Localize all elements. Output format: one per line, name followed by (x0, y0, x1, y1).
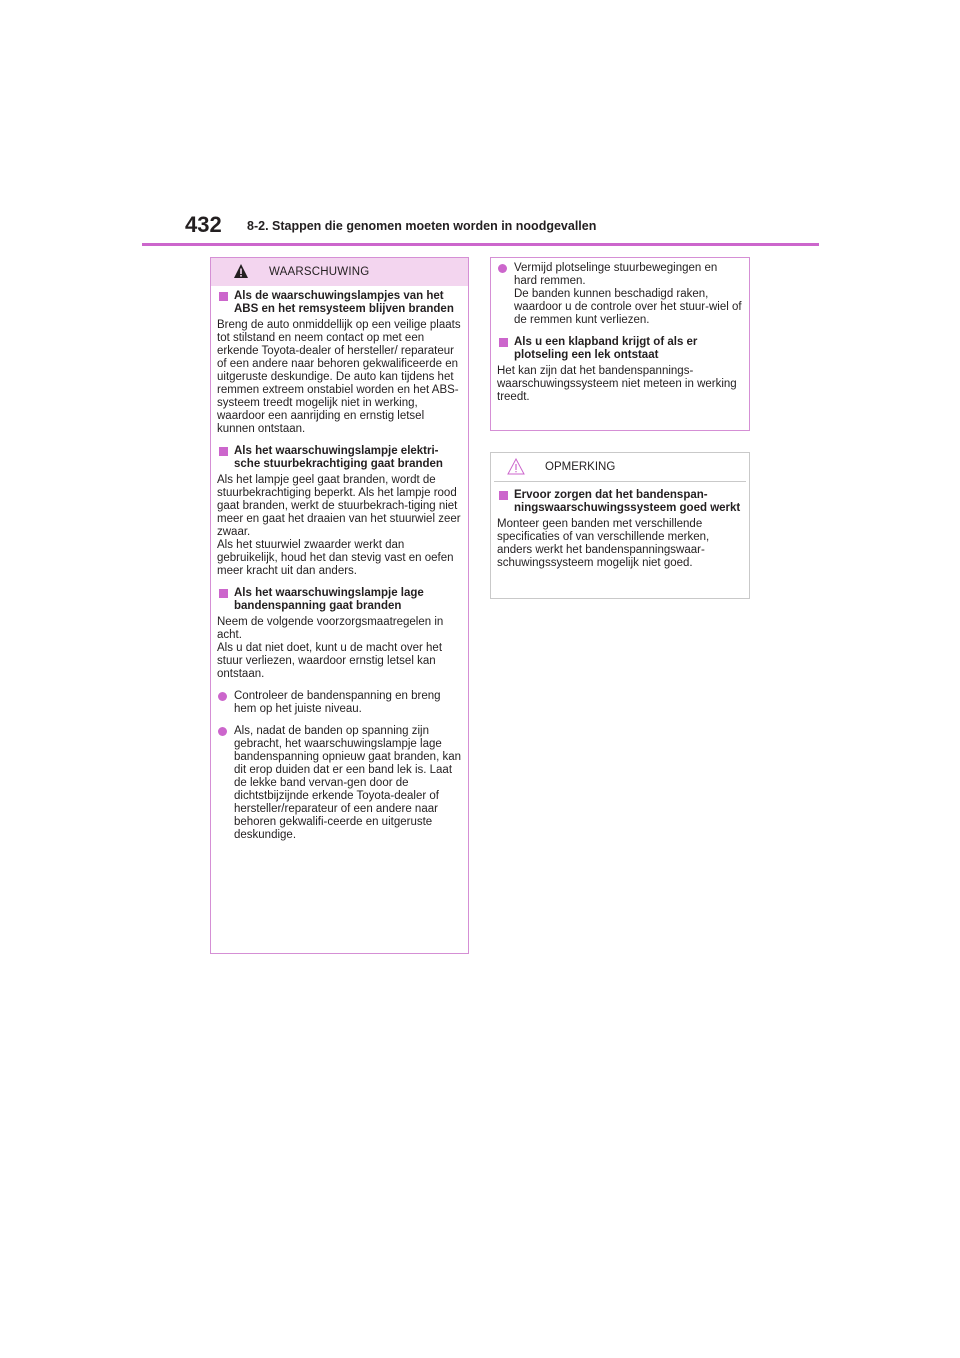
item-title: Ervoor zorgen dat het bandenspan-ningswaarschuwingssysteem goed werkt (514, 489, 741, 514)
square-bullet-icon (219, 447, 228, 456)
circle-bullet-icon (218, 727, 227, 736)
circle-bullet-icon (218, 692, 227, 701)
note-box (490, 452, 750, 599)
bullet-item (217, 690, 462, 716)
item-title: Als het waarschuwingslampje lage bandenspanning gaat branden (234, 587, 424, 612)
caution-triangle-icon (507, 458, 525, 475)
item-text: Als het lampje geel gaat branden, wordt de stuurbekrachtiging beperkt. Als het lampje rood gaat branden, werkt de stuurbekrach-tiging niet meer en gaat het draaien van het stuurwiel zeer zwaar. Als het stuurwiel zwaarder werkt dan gebruikelijk, houd het dan stevig vast en oefen meer kracht uit dan anders. (217, 474, 461, 577)
bullet-item (217, 725, 462, 842)
bullet-text: Controleer de bandenspanning en breng hem op het juiste niveau. (234, 690, 441, 715)
item-text: Monteer geen banden met verschillende specificaties of van verschillende merken, anders werkt het bandenspanningswaar-schuwingssysteem mogelijk niet goed. (497, 518, 710, 569)
warning-box-continued (490, 257, 750, 431)
item-title: Als u een klapband krijgt of als er plotseling een lek ontstaat (514, 336, 698, 361)
square-bullet-icon (219, 292, 228, 301)
header-divider (142, 243, 819, 246)
bullet-text: Als, nadat de banden op spanning zijn gebracht, het waarschuwingslampje lage bandenspanning opnieuw gaat branden, kan dit erop duiden dat er een band lek is. Laat de lekke band vervan-gen door de dichtstbijzijnde erkende Toyota-dealer of hersteller/reparateur of een andere naar behoren gekwalifi-ceerde en uitgeruste deskundige. (234, 725, 461, 841)
item-title: Als de waarschuwingslampjes van het ABS en het remsysteem blijven branden (234, 290, 454, 315)
item-title: Als het waarschuwingslampje elektri-sche stuurbekrachtiging gaat branden (234, 445, 443, 470)
page-number: 432 (185, 212, 222, 237)
warning-item-abs (217, 290, 462, 436)
warning-label: WAARSCHUWING (269, 266, 370, 278)
note-header (494, 453, 746, 482)
warning-header (211, 258, 468, 286)
warning-box (210, 257, 469, 954)
square-bullet-icon (499, 491, 508, 500)
bullet-text: Vermijd plotselinge stuurbewegingen en hard remmen. De banden kunnen beschadigd raken, waardoor u de controle over het stuur-wiel of de remmen kunt verliezen. (514, 262, 742, 326)
warning-triangle-icon (233, 263, 249, 279)
note-item (497, 489, 743, 570)
square-bullet-icon (499, 338, 508, 347)
warning-item-blowout (497, 336, 743, 404)
warning-item-tpms (217, 587, 462, 681)
item-text: Neem de volgende voorzorgsmaatregelen in acht. Als u dat niet doet, kunt u de macht over het stuur verliezen, waardoor ernstig letsel kan ontstaan. (217, 616, 444, 680)
square-bullet-icon (219, 589, 228, 598)
item-text: Het kan zijn dat het bandenspannings-waarschuwingssysteem niet meteen in werking treedt. (497, 365, 737, 403)
note-label: OPMERKING (545, 461, 616, 473)
bullet-item (497, 262, 743, 327)
circle-bullet-icon (498, 264, 507, 273)
section-title: 8-2. Stappen die genomen moeten worden in noodgevallen (247, 219, 597, 233)
warning-item-eps (217, 445, 462, 578)
item-text: Breng de auto onmiddellijk op een veilige plaats tot stilstand en neem contact op met een erkende Toyota-dealer of hersteller/ reparateur of een andere naar behoren gekwalificeerde en uitgeruste deskundige. De auto kan tijdens het remmen extreem onstabiel worden en het ABS-systeem treedt mogelijk niet in werking, waardoor een aanrijding en ernstig letsel kunnen ontstaan. (217, 319, 461, 435)
